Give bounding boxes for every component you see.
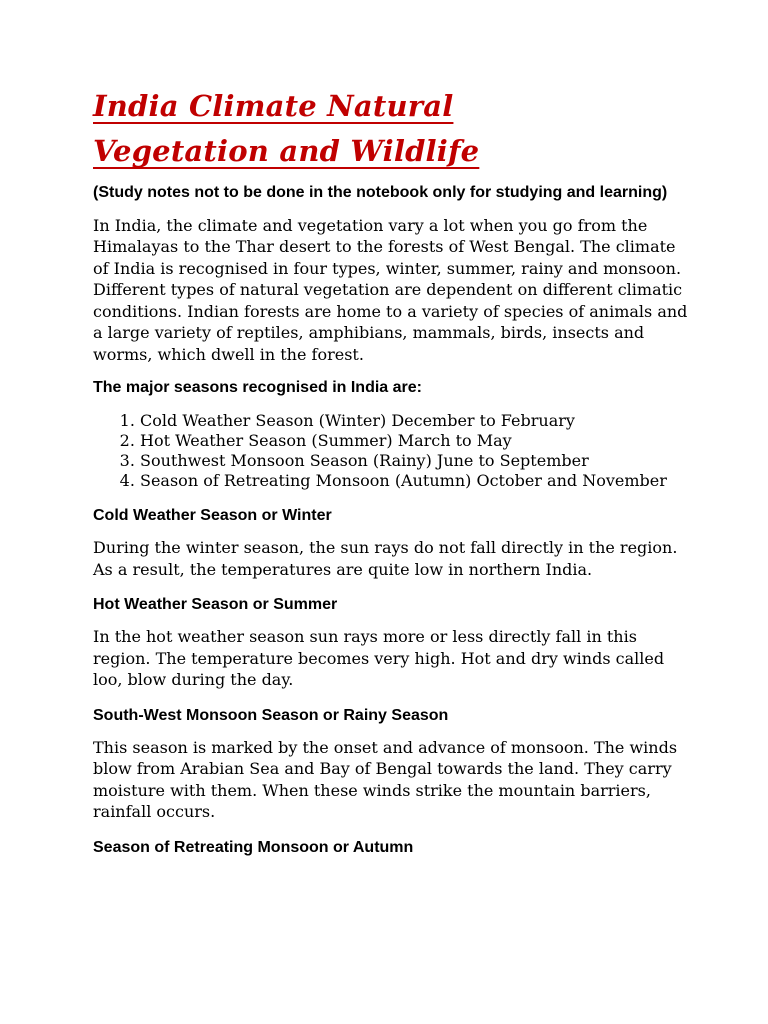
section-heading-winter: Cold Weather Season or Winter [93, 507, 332, 524]
seasons-list [93, 411, 693, 491]
intro-paragraph: In India, the climate and vegetation vary a lot when you go from the Himalayas to the Thar desert to the forests of West Bengal. The climate of India is recognised in four types, winter, summer, rainy and monsoon. Different types of natural vegetation are dependent on different climatic conditions. Indian forests are home to a variety of species of animals and a large variety of reptiles, amphibians, mammals, birds, insects and worms, which dwell in the forest. [93, 215, 688, 364]
major-seasons-heading: The major seasons recognised in India are: [93, 379, 422, 396]
document-page [93, 84, 693, 858]
title-line-1: India Climate Natural [93, 89, 454, 123]
list-item: 3. Southwest Monsoon Season (Rainy) June to September [140, 451, 693, 471]
section-heading-summer: Hot Weather Season or Summer [93, 596, 338, 613]
list-item: 4. Season of Retreating Monsoon (Autumn) October and November [140, 471, 693, 491]
title-line-2: Vegetation and Wildlife [93, 134, 480, 168]
list-item: 1. Cold Weather Season (Winter) December to February [140, 411, 693, 431]
section-text-summer: In the hot weather season sun rays more or less directly fall in this region. The temperature becomes very high. Hot and dry winds called loo, blow during the day. [93, 627, 665, 689]
section-heading-autumn: Season of Retreating Monsoon or Autumn [93, 838, 414, 856]
section-text-winter: During the winter season, the sun rays do not fall directly in the region. As a result, the temperatures are quite low in northern India. [93, 538, 678, 579]
section-heading-rainy: South-West Monsoon Season or Rainy Season [93, 706, 449, 724]
study-note: (Study notes not to be done in the notebook only for studying and learning) [93, 184, 668, 201]
section-text-rainy: This season is marked by the onset and advance of monsoon. The winds blow from Arabian Sea and Bay of Bengal towards the land. They carry moisture with them. When these winds strike the mountain barriers, rainfall occurs. [93, 737, 678, 821]
list-item: 2. Hot Weather Season (Summer) March to May [140, 431, 693, 451]
page-title [93, 84, 693, 174]
